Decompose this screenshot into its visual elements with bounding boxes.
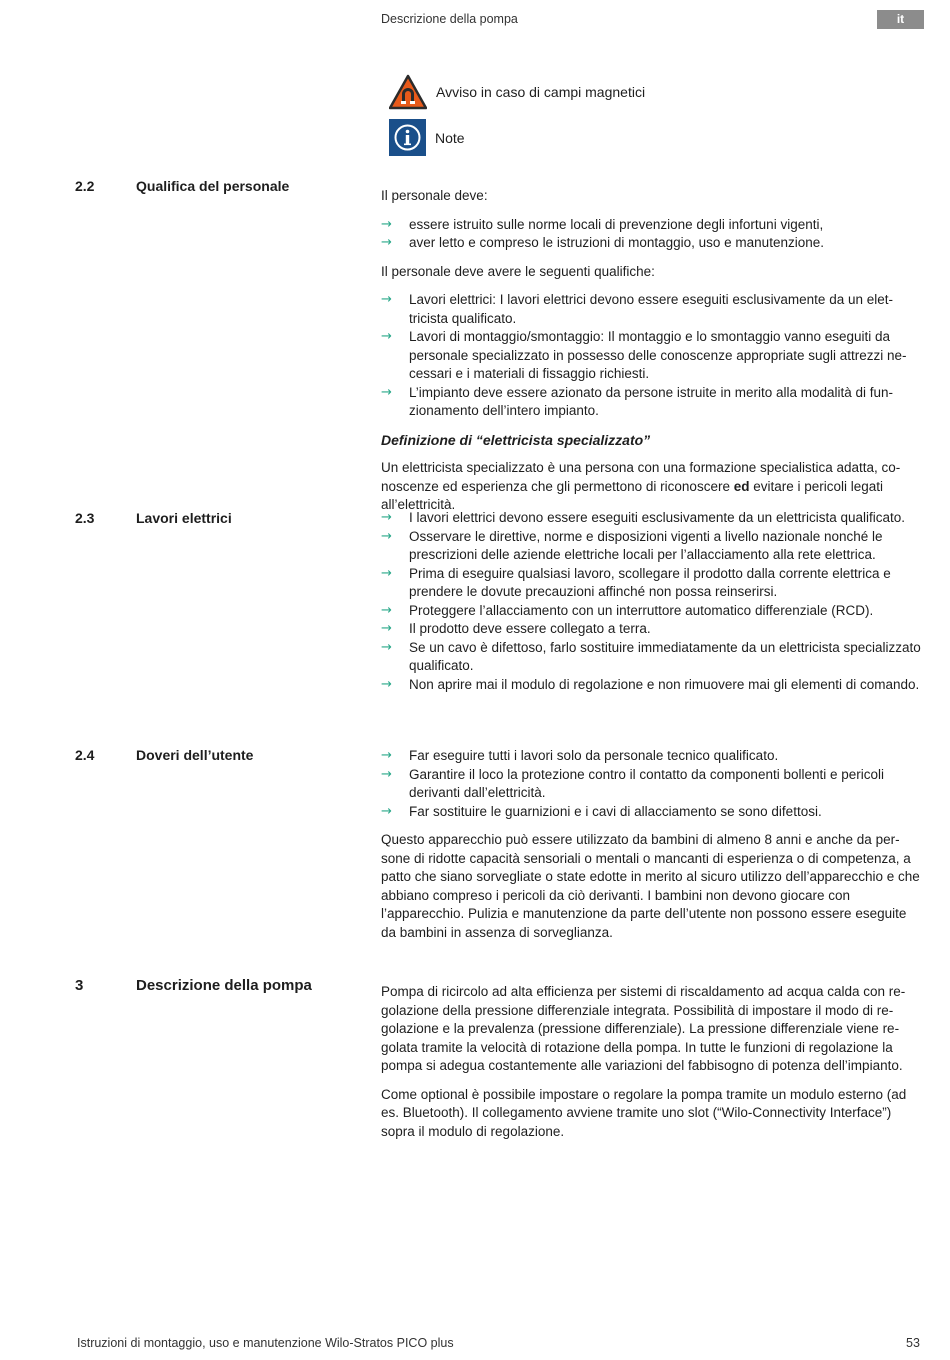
list-item <box>381 766 922 803</box>
list-item <box>381 747 922 766</box>
arrow-right-icon: → <box>381 766 392 782</box>
arrow-right-icon: → <box>381 235 392 250</box>
section-number-2-3: 2.3 <box>75 510 95 526</box>
symbol-label-magnetic: Avviso in caso di campi magnetici <box>436 84 646 100</box>
arrow-right-icon: → <box>381 803 392 819</box>
magnet-warning-icon <box>389 74 427 110</box>
section-number-3: 3 <box>75 977 84 994</box>
section-title-2-2: Qualifica del personale <box>136 178 290 194</box>
section-title-3: Descrizione della pompa <box>136 977 312 994</box>
symbol-label-note: Note <box>435 129 465 146</box>
list-item <box>381 620 922 639</box>
list-item-text: Osservare le direttive, norme e disposizioni vigenti a livello nazionale nonché le prescrizioni delle aziende elettriche locali per l’allacciamento alla rete elettrica. <box>409 528 883 562</box>
section-number-2-2: 2.2 <box>75 178 95 194</box>
arrow-right-icon: → <box>381 329 392 344</box>
list-item <box>381 565 922 602</box>
section-body-2-3 <box>381 509 922 704</box>
arrow-right-icon: → <box>381 676 392 692</box>
section-body-2-4 <box>381 747 922 952</box>
list-item-text: aver letto e compreso le istruzioni di montaggio, uso e manutenzione. <box>409 235 824 250</box>
paragraph: Come optional è possibile impostare o regolare la pompa tramite un modulo esterno (ad es. Bluetooth). Il collegamento avviene tramite uno slot (“Wilo-Connectivity Interface”) sopra il modulo di regolazione. <box>381 1086 907 1139</box>
section-body-2-2 <box>381 187 922 525</box>
paragraph: Pompa di ricircolo ad alta efficienza per sistemi di riscaldamento ad acqua calda con regolazione della pressione differenziale integrata. Possibilità di impostare il modo di regolazione e la prevalenza (pressione differenziale). La pressione differenziale viene regolata tramite la velocità di rotazione della pompa. In tutte le funzioni di regolazione la pompa si adegua costantemente alle variazioni del fabbisogno di potenza dell’impianto. <box>381 984 906 1073</box>
arrow-right-icon: → <box>381 292 392 307</box>
paragraph: Il personale deve: <box>381 188 488 203</box>
list-item <box>381 328 922 384</box>
list-item <box>381 291 922 328</box>
header-title: Descrizione della pompa <box>381 12 518 26</box>
list-item-text: Garantire il loco la protezione contro il contatto da componenti bollenti e pericoli derivanti dall’elettricità. <box>409 766 885 800</box>
section-number-2-4: 2.4 <box>75 747 95 763</box>
list-item-text: Lavori elettrici: I lavori elettrici devono essere eseguiti esclusivamente da un elettricista qualificato. <box>409 292 893 326</box>
section-title-2-3: Lavori elettrici <box>136 510 232 526</box>
symbol-row-note <box>389 119 465 156</box>
bullet-list <box>381 509 922 694</box>
list-item-text: Non aprire mai il modulo di regolazione e non rimuovere mai gli elementi di comando. <box>409 676 920 692</box>
list-item <box>381 384 922 421</box>
footer-document-title: Istruzioni di montaggio, uso e manutenzione Wilo-Stratos PICO plus <box>77 1336 454 1350</box>
list-item-text: I lavori elettrici devono essere eseguiti esclusivamente da un elettricista qualificato. <box>409 510 906 525</box>
language-badge: it <box>877 10 924 29</box>
arrow-right-icon: → <box>381 528 392 544</box>
list-item-text: Proteggere l’allacciamento con un interruttore automatico differenziale (RCD). <box>409 602 874 618</box>
bullet-list <box>381 747 922 821</box>
list-item <box>381 216 922 235</box>
arrow-right-icon: → <box>381 602 392 618</box>
arrow-right-icon: → <box>381 384 392 400</box>
arrow-right-icon: → <box>381 621 392 636</box>
paragraph: Questo apparecchio può essere utilizzato da bambini di almeno 8 anni e anche da persone di ridotte capacità sensoriali o mentali o mancanti di esperienza o di competenza, a patto che siano sorvegliate o state edotte in merito al sicuro utilizzo dell’apparecchio e che abbiano compreso i pericoli da ciò derivanti. I bambini non devono giocare con l’apparecchio. Pulizia e manutenzione da parte dell’utente non possono essere eseguite da bambini in assenza di sorveglianza. <box>381 832 920 940</box>
arrow-right-icon: → <box>381 510 392 525</box>
list-item <box>381 234 922 253</box>
list-item-text: essere istruito sulle norme locali di prevenzione degli infortuni vigenti, <box>409 216 824 232</box>
paragraph: Il personale deve avere le seguenti qualifiche: <box>381 263 655 279</box>
arrow-right-icon: → <box>381 748 392 763</box>
list-item <box>381 639 922 676</box>
arrow-right-icon: → <box>381 565 392 581</box>
subheading: Definizione di “elettricista specializzato” <box>381 431 651 448</box>
list-item <box>381 676 922 695</box>
list-item <box>381 602 922 621</box>
list-item-text: L’impianto deve essere azionato da persone istruite in merito alla modalità di funzionamento dell’intero impianto. <box>409 384 894 418</box>
list-item-text: Lavori di montaggio/smontaggio: Il montaggio e lo smontaggio vanno eseguiti da personale specializzato in possesso delle conoscenze appropriate sugli attrezzi necessari e i materiali di fissaggio richiesti. <box>409 329 907 381</box>
list-item-text: Far sostituire le guarnizioni e i cavi di allacciamento se sono difettosi. <box>409 803 822 819</box>
arrow-right-icon: → <box>381 639 392 655</box>
section-body-3 <box>381 983 922 1151</box>
list-item-text: Far eseguire tutti i lavori solo da personale tecnico qualificato. <box>409 748 779 763</box>
list-item <box>381 803 922 822</box>
bullet-list <box>381 216 922 253</box>
list-item-text: Se un cavo è difettoso, farlo sostituire immediatamente da un elettricista specializzato qualificato. <box>409 639 921 673</box>
section-title-2-4: Doveri dell’utente <box>136 747 254 763</box>
list-item <box>381 509 922 528</box>
page-number: 53 <box>906 1336 920 1350</box>
info-icon <box>389 119 426 156</box>
list-item-text: Il prodotto deve essere collegato a terra. <box>409 621 651 636</box>
list-item-text: Prima di eseguire qualsiasi lavoro, scollegare il prodotto dalla corrente elettrica e prendere le dovute precauzioni affinché non possa reinserirsi. <box>409 565 891 599</box>
list-item <box>381 528 922 565</box>
arrow-right-icon: → <box>381 216 392 232</box>
paragraph: Un elettricista specializzato è una persona con una formazione specialistica adatta, conoscenze ed esperienza che gli permettono di riconoscere ed evitare i pericoli legati all’elettricità. <box>381 460 901 512</box>
symbol-row-magnetic <box>389 74 645 110</box>
bullet-list <box>381 291 922 421</box>
